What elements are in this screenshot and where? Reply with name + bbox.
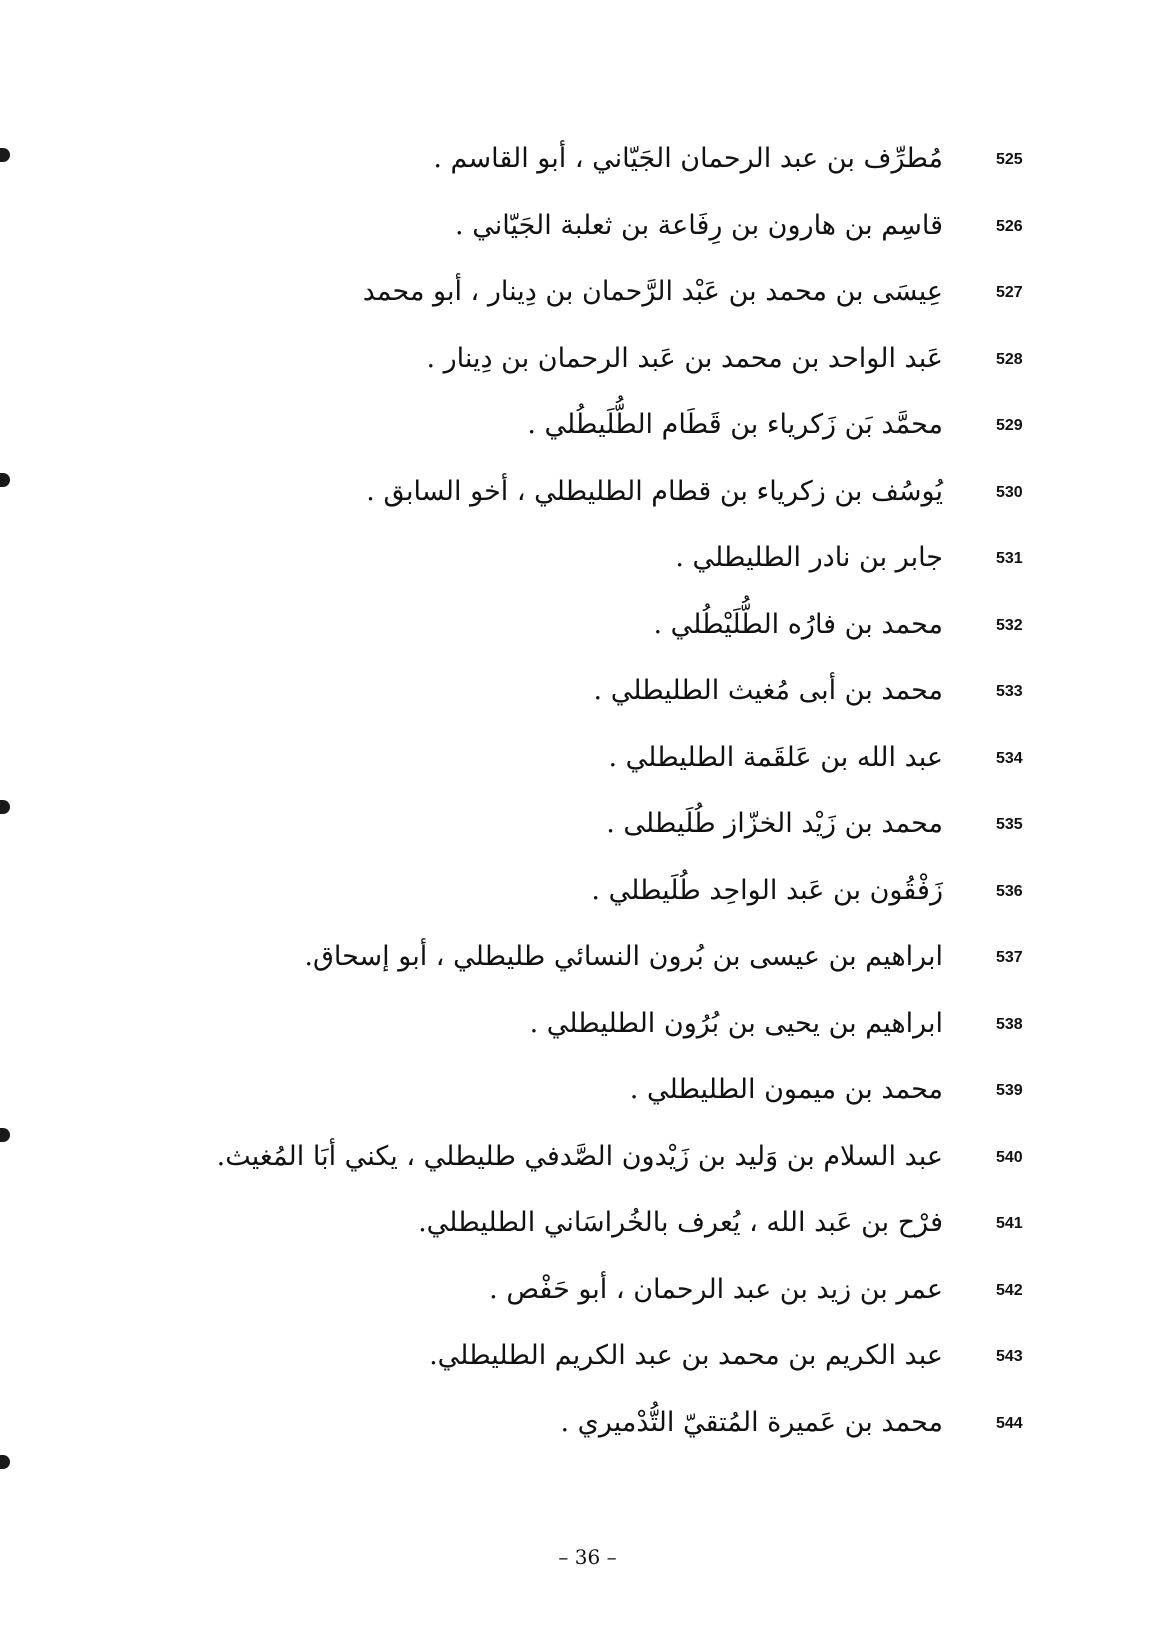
list-item (0, 200, 1175, 267)
entry-number: 543 (996, 1348, 1023, 1365)
entry-number: 531 (996, 550, 1023, 567)
entry-text: عمر بن زيد بن عبد الرحمان ، أبو حَفْص . (489, 1273, 943, 1305)
list-item (0, 1131, 1175, 1198)
entry-number: 525 (996, 151, 1023, 168)
entry-text: محمد بن فارُه الطُّلَيْطُلي . (653, 608, 943, 640)
list-item (0, 1197, 1175, 1264)
list-item (0, 133, 1175, 200)
entry-text: محمد بن أبى مُغيث الطليطلي . (593, 675, 943, 706)
entry-list (0, 133, 1175, 1463)
entry-text: عبد السلام بن وَليد بن زَيْدون الصَّدفي طليطلي ، يكني أبَا المُغيث. (216, 1140, 943, 1172)
list-item (0, 1264, 1175, 1331)
entry-number: 528 (996, 350, 1023, 368)
page-number: – 36 – (558, 1545, 617, 1569)
list-item (0, 266, 1175, 333)
list-item (0, 1330, 1175, 1397)
entry-text: محمد بن عَميرة المُتقيّ التُّدْميري . (560, 1406, 943, 1438)
entry-number: 539 (996, 1082, 1023, 1099)
list-item (0, 466, 1175, 533)
list-item (0, 865, 1175, 932)
entry-number: 529 (996, 417, 1023, 434)
entry-text: فرْح بن عَبد الله ، يُعرف بالخُراسَاني الطليطلي. (418, 1207, 943, 1238)
entry-number: 542 (996, 1281, 1023, 1299)
entry-text: ابراهيم بن يحيى بن بُرُون الطليطلي . (529, 1007, 943, 1039)
list-item (0, 798, 1175, 865)
entry-text: يُوسُف بن زكرياء بن قطام الطليطلي ، أخو السابق . (366, 475, 943, 507)
list-item (0, 732, 1175, 799)
entry-number: 527 (996, 284, 1023, 301)
entry-text: عِيسَى بن محمد بن عَبْد الرَّحمان بن دِينار ، أبو محمد (362, 276, 943, 307)
list-item (0, 998, 1175, 1065)
list-item (0, 1064, 1175, 1131)
entry-number: 544 (996, 1414, 1023, 1432)
list-item (0, 399, 1175, 466)
entry-number: 533 (996, 683, 1023, 700)
entry-text: عبد الله بن عَلقَمة الطليطلي . (608, 741, 943, 773)
entry-text: عبد الكريم بن محمد بن عبد الكريم الطليطلي. (429, 1340, 943, 1371)
entry-text: عَبد الواحد بن محمد بن عَبد الرحمان بن دِينار . (426, 342, 943, 374)
entry-text: جابر بن نادر الطليطلي . (675, 542, 943, 573)
list-item (0, 599, 1175, 666)
entry-text: زَفْقُون بن عَبد الواحِد طُلَيطلي . (591, 874, 943, 906)
entry-number: 541 (996, 1215, 1023, 1232)
list-item (0, 532, 1175, 599)
entry-number: 535 (996, 816, 1023, 833)
entry-number: 534 (996, 749, 1023, 767)
entry-text: قاسِم بن هارون بن رِفَاعة بن ثعلبة الجَيّاني . (455, 209, 943, 241)
entry-number: 536 (996, 882, 1023, 900)
entry-text: محمد بن ميمون الطليطلي . (629, 1074, 943, 1105)
list-item (0, 333, 1175, 400)
entry-number: 526 (996, 217, 1023, 235)
entry-number: 532 (996, 616, 1023, 634)
entry-text: مُطرِّف بن عبد الرحمان الجَيّاني ، أبو القاسم . (433, 143, 943, 174)
entry-text: محمد بن زَيْد الخزّاز طُلَيطلى . (606, 808, 943, 839)
entry-number: 530 (996, 483, 1023, 501)
entry-number: 538 (996, 1015, 1023, 1033)
list-item (0, 665, 1175, 732)
entry-number: 537 (996, 949, 1023, 966)
entry-text: محمَّد بَن زَكرياء بن قَطَام الطُّلَيطُلي . (527, 409, 943, 440)
entry-text: ابراهيم بن عيسى بن بُرون النسائي طليطلي ، أبو إسحاق. (304, 941, 943, 972)
list-item (0, 1397, 1175, 1464)
entry-number: 540 (996, 1148, 1023, 1166)
list-item (0, 931, 1175, 998)
